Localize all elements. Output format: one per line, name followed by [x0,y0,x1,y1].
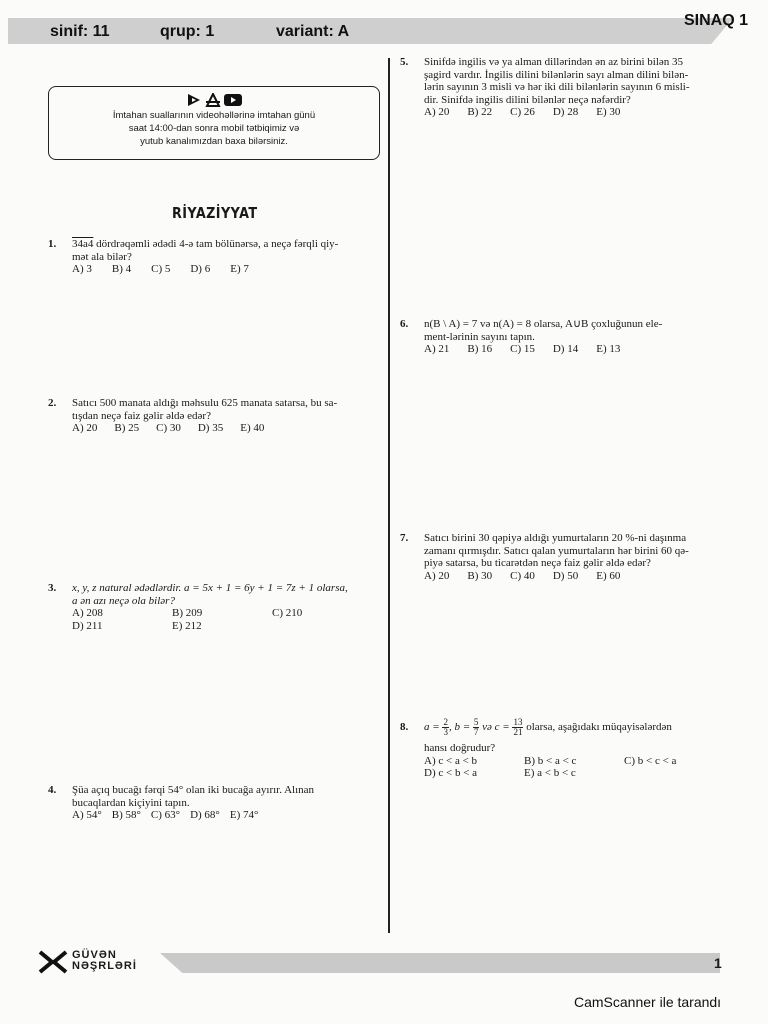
info-box [48,86,380,160]
question-number: 4. [48,784,57,796]
option-b: B) b < a < c [524,754,577,767]
tools-icon [205,93,221,107]
question-text: n(B \ A) = 7 və n(A) = 8 olarsa, A∪B çoxluğunun ele- [424,318,663,330]
publisher-name [72,950,137,972]
play-triangle-icon [186,93,202,107]
option-e: E) a < b < c [524,767,576,779]
question-number: 8. [400,721,409,733]
question-text: Satıcı 500 manata aldığı məhsulu 625 manata satarsa, bu sa- [72,397,338,409]
variable-b: , b = [448,721,471,733]
question-text: tışdan neçə faiz gəlir əldə edər? [72,409,211,422]
group-label: qrup: 1 [160,23,215,40]
info-line-2: saat 14:00-dan sonra mobil tətbiqimiz və [128,123,300,134]
question-text: ment-lərinin sayını tapın. [424,330,535,343]
option-a: A) 21 [424,343,450,355]
option-a: A) 3 [72,263,92,275]
question-number: 2. [48,397,57,409]
option-a: A) c < a < b [424,754,478,767]
question-text: Şüa açıq bucağı fərqi 54° olan iki bucağa ayırır. Alınan [72,784,315,796]
option-c: C) 210 [272,607,303,619]
question-number: 7. [400,532,409,544]
question-text: x, y, z natural ədədlərdir. a = 5x + 1 = 6y + 1 = 7z + 1 olarsa, [72,582,348,594]
option-b: B) 58° [111,809,141,821]
option-e: E) 7 [230,263,249,275]
option-b: B) 16 [467,343,493,355]
question-text: dir. Sinifdə ingilis dilini bilənlər neçə nəfərdir? [424,93,631,106]
numerator: 5 [473,716,479,727]
variant-label: variant: A [276,23,350,40]
question-6 [400,318,740,356]
question-number: 6. [400,318,409,330]
option-d: D) 50 [552,569,579,582]
option-d: D) c < b < a [424,767,478,779]
question-2 [48,397,388,435]
denominator: 3 [443,726,448,737]
option-c: C) 15 [510,343,535,355]
info-line-1: İmtahan suallarının videohəllərinə imtahan günü [112,110,316,121]
question-text: şagird vardır. İngilis dilini bilənlərin sayı alman dilini bilən- [424,68,689,81]
class-label: sinif: 11 [50,23,110,40]
question-5 [400,56,740,119]
option-d: D) 211 [72,619,103,632]
option-e: E) 74° [229,809,259,821]
option-a: A) 54° [72,809,102,821]
publisher-logo-icon [38,950,68,974]
option-a: A) 20 [72,422,98,434]
question-text: lərin sayının 3 misli və hər iki dili bilənlərin sayının 6 misli- [424,81,690,93]
option-d: D) 68° [190,809,220,821]
question-text: zamanı qırmışdır. Satıcı qalan yumurtaların hər birini 60 qə- [424,544,689,557]
question-number: 5. [400,56,409,68]
page-title: SINAQ 1 [683,12,748,29]
option-c: C) b < c < a [624,754,677,767]
subject-title: RİYAZİYYAT [172,204,258,222]
question-text-rest: olarsa, aşağıdakı müqayisələrdən [523,721,672,733]
option-b: B) 4 [111,263,132,275]
question-text: hansı doğrudur? [424,742,496,754]
question-8 [400,712,740,780]
publisher-name-line-2: NƏŞRLƏRİ [72,960,137,972]
question-text: piyə satarsa, bu ticarətdən neçə faiz gəlir əldə edər? [424,557,651,569]
question-text: dördrəqəmli ədədi 4-ə tam bölünərsə, a neçə fərqli qiy- [93,238,339,250]
option-c: C) 40 [510,569,535,582]
option-a: A) 208 [72,607,103,619]
youtube-icon [224,93,242,107]
page-number: 1 [714,955,722,971]
question-7 [400,532,740,582]
option-d: D) 35 [197,422,224,434]
option-a: A) 20 [424,106,450,118]
question-1 [48,238,388,276]
option-e: E) 40 [240,422,265,434]
fraction-c [512,718,523,737]
denominator: 7 [473,726,479,737]
option-b: B) 25 [114,422,140,434]
option-c: C) 26 [510,106,535,118]
option-d: D) 14 [552,343,579,355]
header-bar [8,18,733,44]
question-text: Satıcı birini 30 qəpiyə aldığı yumurtaların 20 %-ni daşınma [424,532,687,544]
option-a: A) 20 [424,569,450,582]
option-e: E) 30 [596,106,621,118]
option-d: D) 6 [190,263,211,275]
option-c: C) 30 [156,422,181,434]
option-e: E) 212 [172,619,202,632]
option-e: E) 13 [596,343,621,355]
option-c: C) 5 [151,263,171,275]
denominator: 21 [513,726,523,737]
question-text [424,712,740,742]
option-d: D) 28 [552,106,579,118]
option-c: C) 63° [150,809,181,821]
question-number: 3. [48,582,57,594]
question-4 [48,784,388,822]
variable-a: a = [424,721,440,733]
column-divider [388,58,390,933]
option-b: B) 22 [467,106,493,118]
publisher-name-line-1: GÜVƏN [72,949,117,961]
question-text: a ən azı neçə ola bilər? [72,594,175,607]
overlined-number: 34a4 [72,238,94,250]
question-text: mət ala bilər? [72,250,132,263]
option-b: B) 209 [172,607,203,619]
footer-bar [160,953,720,973]
numerator: 2 [443,716,448,727]
info-line-3: yutub kanalımızdan baxa bilərsiniz. [140,136,288,147]
question-number: 1. [48,238,57,250]
question-3 [48,582,388,632]
option-b: B) 30 [467,569,493,582]
scanner-watermark: CamScanner ile tarandı [574,994,722,1010]
numerator: 13 [513,716,523,727]
question-text: Sinifdə ingilis və ya alman dillərindən ən az birini bilən 35 [424,56,684,68]
question-text: bucaqlardan kiçiyini tapın. [72,796,190,809]
variable-c: və c = [479,721,510,733]
option-e: E) 60 [596,569,621,582]
